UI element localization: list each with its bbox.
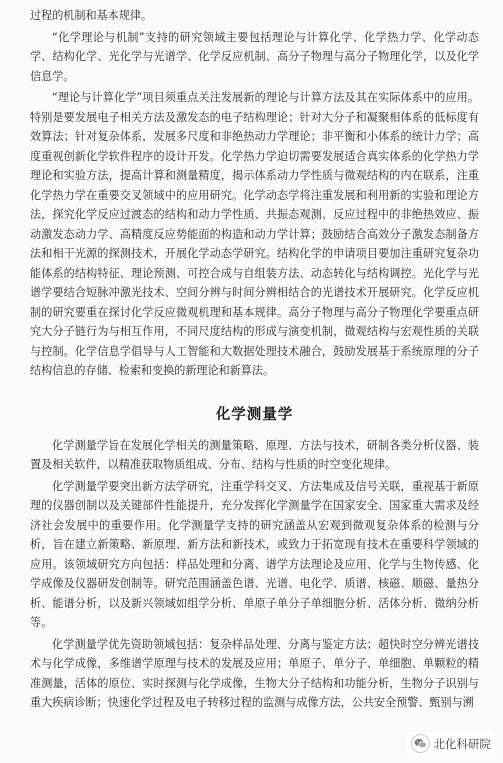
paragraph: 过程的机制和基本规律。 (30, 9, 153, 22)
document-body (30, 6, 479, 715)
paragraph: 化学测量学旨在发展化学相关的测量策略、原理、方法与技术，研制各类分析仪器、装置及相关软件，以精准获取物质组成、分布、结构与性质的时空变化规律。 (30, 438, 479, 471)
watermark (407, 732, 496, 755)
paragraph: 化学测量学优先资助领域包括：复杂样品处理、分离与鉴定方法；超快时空分辨光谱技术与化学成像，多维谱学原理与技术的发展及应用；单原子、单分子、单细胞、单颗粒的精准测量，活体的原位、实时探测与化学成像，生物大分子结构和功能分析，生物分子识别与重大疾病诊断；快速化学过程及电子转移过程的监测与成像方法，公共安全预警、甄别与溯 (30, 637, 479, 709)
section-heading: 化学测量学 (215, 406, 294, 423)
watermark-text: 北化科研院 (433, 736, 491, 751)
top-paragraphs (30, 6, 479, 381)
wechat-icon (411, 734, 430, 753)
paragraph: 化学测量学要突出新方法学研究，注重学科交叉、方法集成及信号关联，重视基于新原理的仪器创制以及关键部件性能提升，充分发挥化学测量学在国家安全、国家重大需求及经济社会发展中的重要作用。化学测量学支持的研究涵盖从宏观到微观复杂体系的检测与分析，旨在建立新策略、新原理、新方法和新技术，或致力于拓宽现有技术在重要科学领域的应用。该领域研究方向包括：样品处理和分离、谱学方法理论及应用、化学与生物传感、化学成像及仪器研发创制等。研究范围涵盖色谱、光谱、电化学、质谱、核磁、顺磁、量热分析、能谱分析，以及新兴领域如组学分析、单原子单分子单细胞分析、活体分析、微纳分析等。 (30, 479, 479, 629)
paragraph: “化学理论与机制”支持的研究领域主要包括理论与计算化学、化学热力学、化学动态学、结构化学、光化学与光谱学、化学反应机制、高分子物理与高分子物理化学，以及化学信息学。 (30, 30, 479, 83)
bottom-paragraphs (30, 436, 479, 713)
paragraph: “理论与计算化学”项目须重点关注发展新的理论与计算方法及其在实际体系中的应用。特别是要发展电子相关方法及激发态的电子结构理论；针对大分子和凝聚相体系的低标度有效算法；针对复杂体系，发展多尺度和非绝热动力学理论；非平衡和小体系的统计力学；高度重视创新化学软件程序的设计开发。化学热力学迫切需要发展适合真实体系的化学热力学理论和实验方法，提高计算和测量精度，揭示体系动力学性质与微观结构的内在联系，注重化学热力学在重要交叉领域中的应用研究。化学动态学将注重发展和利用新的实验和理论方法，探究化学反应过渡态的结构和动力学性质、共振态观测、反应过程中的非绝热效应、振动激发态动力学、高精度反应势能面的构造和动力学计算；鼓励结合高效分子激发态制备方法和相干光源的探测技术，开展化学动态学研究。结构化学的申请项目要加注重研究复杂功能体系的结构特征、理论预测、可控合成与自组装方法、动态转化与结构调控。光化学与光谱学要结合短脉冲激光技术、空间分辨与时间分辨相结合的光谱技术开展研究。化学反应机制的研究要重在探讨化学反应微观机理和基本规律。高分子物理与高分子物理化学要重点研究大分子链行为与相互作用，不同尺度结构的形成与演变机制，微观结构与宏观性质的关联与控制。化学信息学倡导与人工智能和大数据处理技术融合，鼓励发展基于系统原理的分子结构信息的存储、检索和变换的新理论和新算法。 (30, 91, 479, 377)
